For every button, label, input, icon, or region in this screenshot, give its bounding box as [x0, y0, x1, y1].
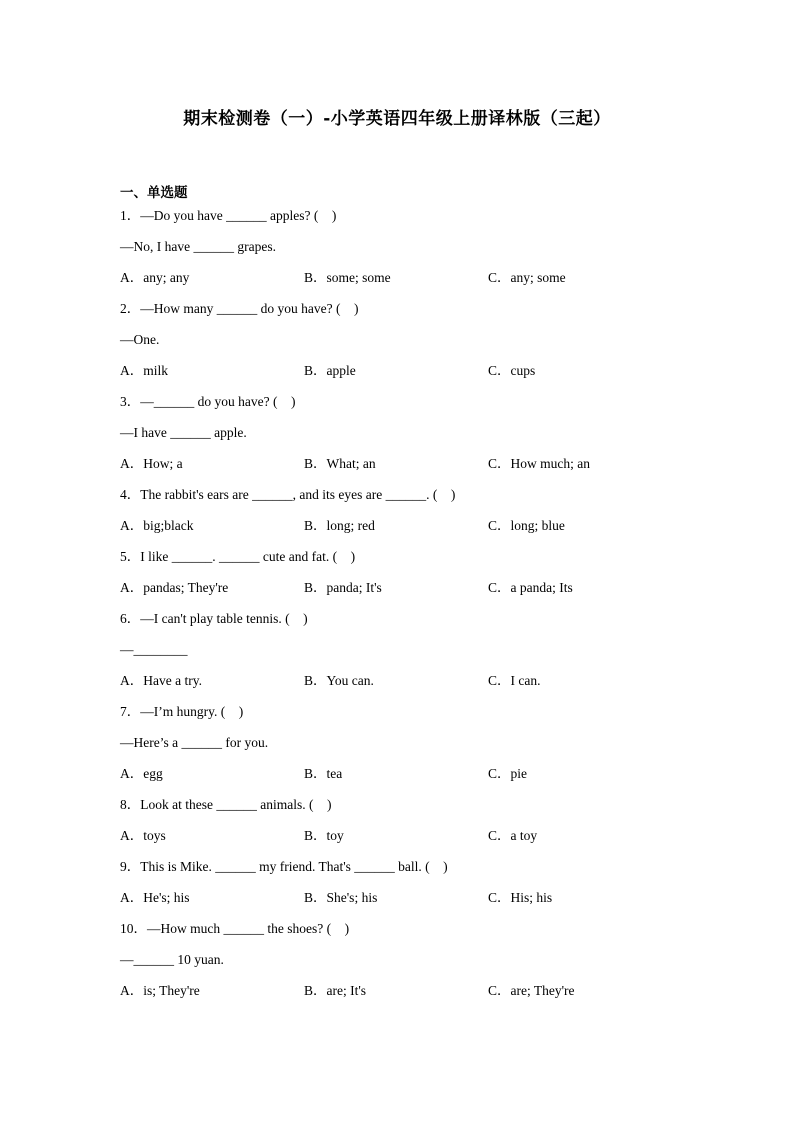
options-row [120, 267, 720, 298]
option-c: C．a toy [488, 828, 538, 843]
option-a: A．toys [120, 828, 166, 843]
options-row [120, 670, 720, 701]
option-b: B．She's; his [304, 890, 378, 905]
option-b: B．some; some [304, 270, 391, 285]
question-text: 10．—How much ______ the shoes? ( ) [120, 921, 350, 936]
options-row [120, 360, 720, 391]
option-c: C．How much; an [488, 456, 590, 471]
options-row [120, 515, 720, 546]
question [120, 205, 720, 298]
option-a: A．milk [120, 363, 169, 378]
option-c: C．any; some [488, 270, 566, 285]
question-text: —Here’s a ______ for you. [120, 735, 269, 750]
option-b: B．long; red [304, 518, 375, 533]
question-text: 5．I like ______. ______ cute and fat. ( ) [120, 549, 356, 564]
option-a: A．is; They're [120, 983, 200, 998]
question [120, 484, 720, 546]
question-text: 7．—I’m hungry. ( ) [120, 704, 244, 719]
question-text: 9．This is Mike. ______ my friend. That's ______ ball. ( ) [120, 859, 448, 874]
option-b: B．tea [304, 766, 343, 781]
option-b: B．panda; It's [304, 580, 382, 595]
option-a: A．He's; his [120, 890, 190, 905]
option-b: B．toy [304, 828, 344, 843]
option-a: A．big;black [120, 518, 194, 533]
question [120, 608, 720, 701]
question-text: 2．—How many ______ do you have? ( ) [120, 301, 359, 316]
option-a: A．Have a try. [120, 673, 202, 688]
option-a: A．any; any [120, 270, 190, 285]
question-text: 6．—I can't play table tennis. ( ) [120, 611, 308, 626]
question [120, 298, 720, 391]
option-c: C．pie [488, 766, 527, 781]
question-text: 8．Look at these ______ animals. ( ) [120, 797, 332, 812]
options-row [120, 453, 720, 484]
question [120, 701, 720, 794]
option-c: C．I can. [488, 673, 541, 688]
question [120, 856, 720, 918]
question-text: 1．—Do you have ______ apples? ( ) [120, 208, 337, 223]
option-c: C．cups [488, 363, 536, 378]
options-row [120, 887, 720, 918]
section-title: 一、单选题 [120, 185, 188, 201]
question-text: —______ 10 yuan. [120, 952, 224, 967]
option-c: C．are; They're [488, 983, 575, 998]
option-c: C．a panda; Its [488, 580, 573, 595]
question-text: —One. [120, 332, 160, 347]
options-row [120, 980, 720, 1011]
question [120, 794, 720, 856]
question-text: —No, I have ______ grapes. [120, 239, 276, 254]
options-row [120, 577, 720, 608]
question-text: —I have ______ apple. [120, 425, 247, 440]
options-row [120, 763, 720, 794]
option-a: A．pandas; They're [120, 580, 229, 595]
question-text: —________ [120, 642, 188, 657]
question-text: 3．—______ do you have? ( ) [120, 394, 296, 409]
option-b: B．You can. [304, 673, 374, 688]
option-c: C．long; blue [488, 518, 565, 533]
option-b: B．What; an [304, 456, 376, 471]
question [120, 391, 720, 484]
options-row [120, 825, 720, 856]
page-title: 期末检测卷（一）-小学英语四年级上册译林版（三起） [183, 109, 611, 129]
question-text: 4．The rabbit's ears are ______, and its eyes are ______. ( ) [120, 487, 456, 502]
option-b: B．apple [304, 363, 356, 378]
option-a: A．egg [120, 766, 163, 781]
question [120, 918, 720, 1011]
question [120, 546, 720, 608]
option-c: C．His; his [488, 890, 553, 905]
option-a: A．How; a [120, 456, 183, 471]
question-list [120, 205, 720, 1011]
option-b: B．are; It's [304, 983, 367, 998]
